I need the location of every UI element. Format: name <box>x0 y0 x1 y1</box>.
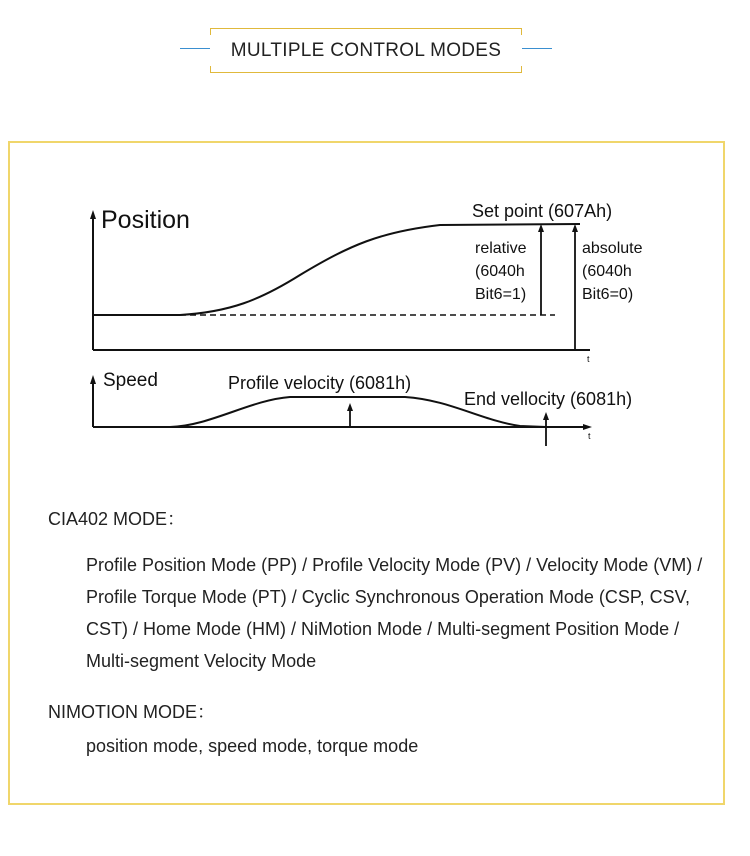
end-velocity-label: End vellocity (6081h) <box>464 389 633 409</box>
nimotion-title: NIMOTION MODE： <box>48 702 215 722</box>
cia402-title: CIA402 MODE： <box>48 509 186 529</box>
profile-velocity-label: Profile velocity (6081h) <box>228 373 412 393</box>
relative-label-3: Bit6=1) <box>475 286 527 303</box>
relative-label-2: (6040h <box>475 263 525 280</box>
set-point-label: Set point (607Ah) <box>472 201 613 221</box>
position-label: Position <box>101 206 190 234</box>
relative-label-1: relative <box>475 240 527 257</box>
cia402-body: Profile Position Mode (PP) / Profile Velocity Mode (PV) / Velocity Mode (VM) / Profile Torque Mode (PT) / Cyclic Synchronous Operation Mode (CSP, CSV, CST) / Home Mode (HM) / NiMotion Mode / Multi-segment Position Mode / Multi-segment Velocity Mode <box>86 555 703 671</box>
speed-t-label: t <box>588 431 591 441</box>
absolute-label-2: (6040h <box>582 263 632 280</box>
position-t-label: t <box>587 354 590 364</box>
speed-label: Speed <box>103 370 158 391</box>
absolute-label-1: absolute <box>582 240 643 257</box>
nimotion-body: position mode, speed mode, torque mode <box>86 736 419 756</box>
page-title: MULTIPLE CONTROL MODES <box>230 39 502 61</box>
absolute-label-3: Bit6=0) <box>582 286 634 303</box>
